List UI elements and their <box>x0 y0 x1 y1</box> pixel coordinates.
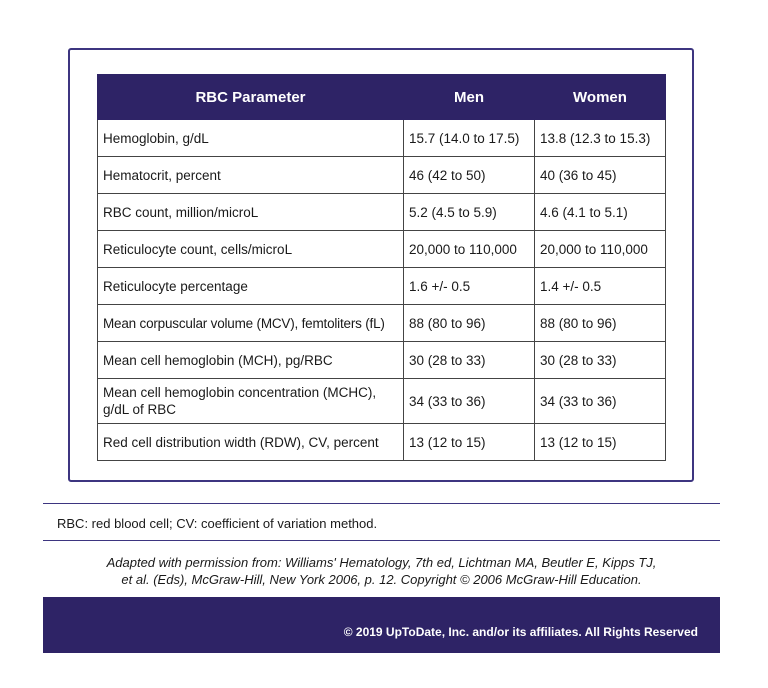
men-value-cell: 13 (12 to 15) <box>404 424 535 461</box>
copyright-footer <box>43 597 720 653</box>
parameter-cell: Reticulocyte count, cells/microL <box>98 231 404 268</box>
table-row <box>98 120 666 157</box>
men-value-cell: 34 (33 to 36) <box>404 379 535 424</box>
parameter-cell: Hematocrit, percent <box>98 157 404 194</box>
source-credit <box>43 554 720 588</box>
parameter-cell: Mean corpuscular volume (MCV), femtoliters (fL) <box>98 305 404 342</box>
women-value-cell: 4.6 (4.1 to 5.1) <box>535 194 666 231</box>
men-value-cell: 30 (28 to 33) <box>404 342 535 379</box>
men-value-cell: 20,000 to 110,000 <box>404 231 535 268</box>
table-row <box>98 194 666 231</box>
parameter-cell: Mean cell hemoglobin concentration (MCHC), g/dL of RBC <box>98 379 404 424</box>
table-row <box>98 231 666 268</box>
table-row <box>98 342 666 379</box>
source-credit-line-2: et al. (Eds), McGraw-Hill, New York 2006, p. 12. Copyright © 2006 McGraw-Hill Education. <box>121 572 642 587</box>
women-value-cell: 13 (12 to 15) <box>535 424 666 461</box>
men-value-cell: 15.7 (14.0 to 17.5) <box>404 120 535 157</box>
women-value-cell: 20,000 to 110,000 <box>535 231 666 268</box>
parameter-cell: RBC count, million/microL <box>98 194 404 231</box>
copyright-text: © 2019 UpToDate, Inc. and/or its affiliates. All Rights Reserved <box>343 625 698 639</box>
men-value-cell: 46 (42 to 50) <box>404 157 535 194</box>
divider-bottom <box>43 540 720 541</box>
parameter-cell: Reticulocyte percentage <box>98 268 404 305</box>
table-row <box>98 305 666 342</box>
women-value-cell: 1.4 +/- 0.5 <box>535 268 666 305</box>
rbc-reference-table <box>97 74 666 461</box>
women-value-cell: 30 (28 to 33) <box>535 342 666 379</box>
men-value-cell: 1.6 +/- 0.5 <box>404 268 535 305</box>
table-row <box>98 379 666 424</box>
men-value-cell: 5.2 (4.5 to 5.9) <box>404 194 535 231</box>
women-value-cell: 34 (33 to 36) <box>535 379 666 424</box>
table-header-row <box>98 75 666 120</box>
table-row <box>98 424 666 461</box>
header-rbc-parameter: RBC Parameter <box>98 75 404 120</box>
table-row <box>98 268 666 305</box>
divider-top <box>43 503 720 504</box>
header-men: Men <box>404 75 535 120</box>
abbreviations-note: RBC: red blood cell; CV: coefficient of variation method. <box>57 516 378 531</box>
header-women: Women <box>535 75 666 120</box>
women-value-cell: 40 (36 to 45) <box>535 157 666 194</box>
parameter-cell: Red cell distribution width (RDW), CV, percent <box>98 424 404 461</box>
women-value-cell: 88 (80 to 96) <box>535 305 666 342</box>
women-value-cell: 13.8 (12.3 to 15.3) <box>535 120 666 157</box>
men-value-cell: 88 (80 to 96) <box>404 305 535 342</box>
table-row <box>98 157 666 194</box>
source-credit-line-1: Adapted with permission from: Williams' Hematology, 7th ed, Lichtman MA, Beutler E, Kipps TJ, <box>106 555 657 570</box>
parameter-cell: Mean cell hemoglobin (MCH), pg/RBC <box>98 342 404 379</box>
parameter-cell: Hemoglobin, g/dL <box>98 120 404 157</box>
